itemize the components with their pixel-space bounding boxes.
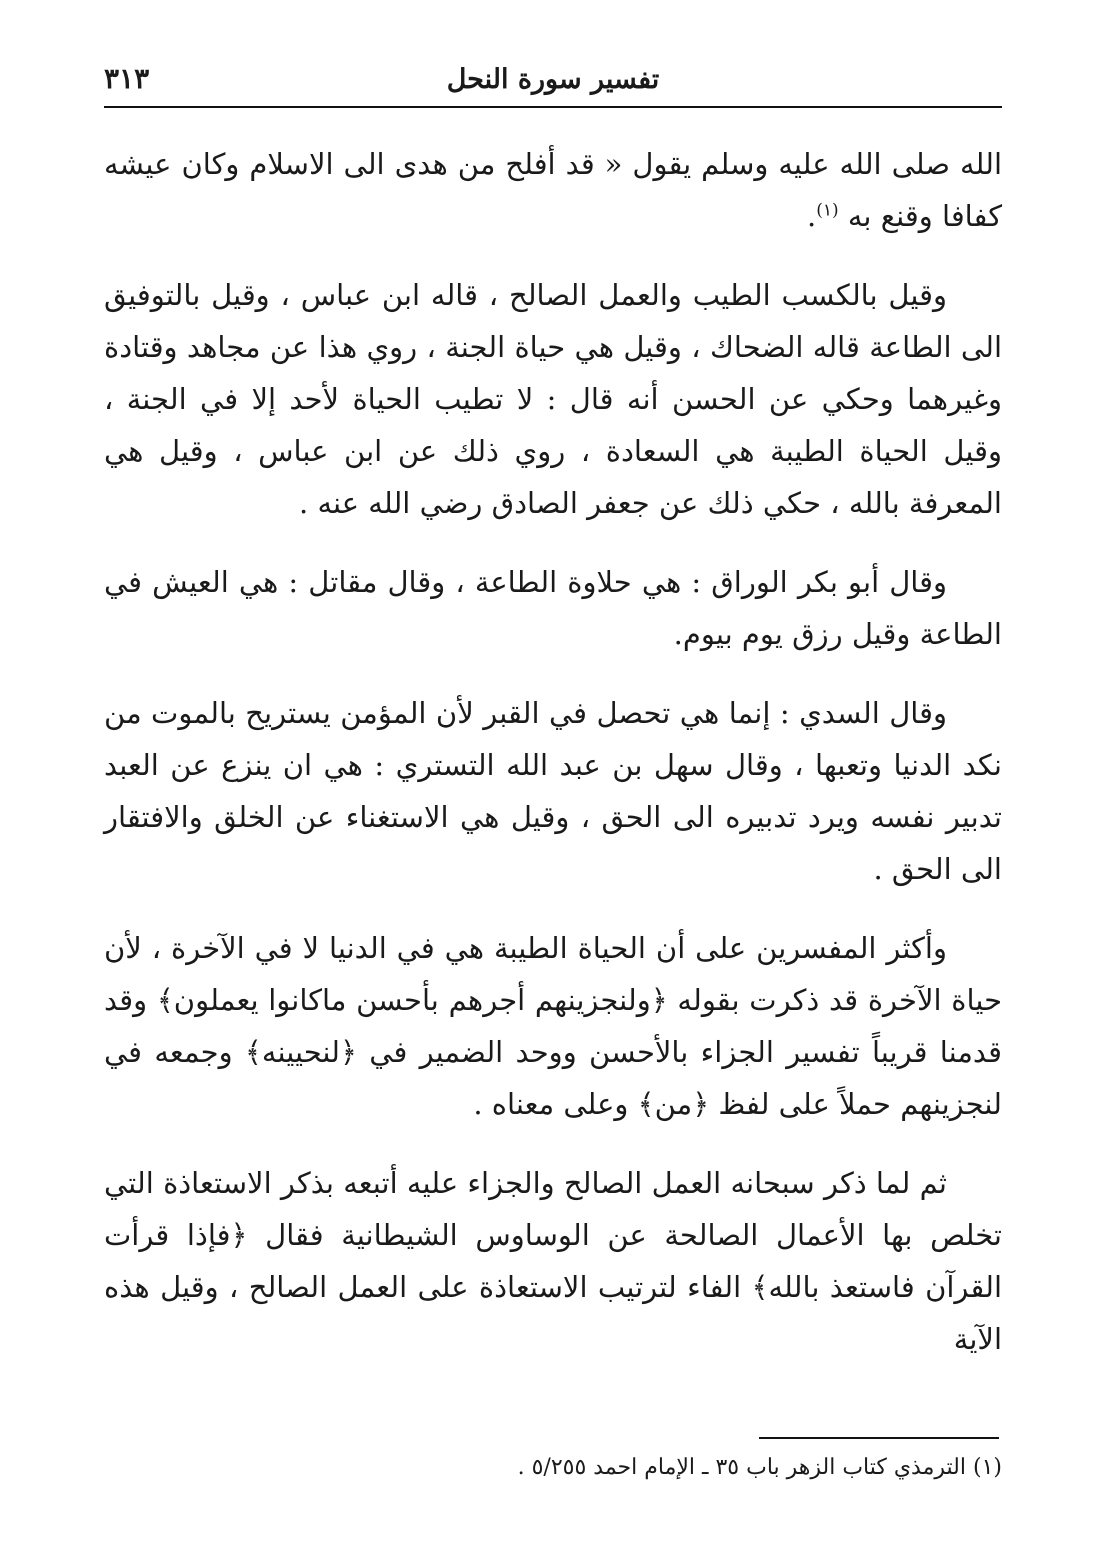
paragraph-6: ثم لما ذكر سبحانه العمل الصالح والجزاء عليه أتبعه بذكر الاستعاذة التي تخلص بها الأعمال الصالحة عن الوساوس الشيطانية فقال ﴿فإذا قرأت القرآن فاستعذ بالله﴾ الفاء لترتيب الاستعاذة على العمل الصالح ، وقيل هذه الآية: [104, 1166, 1002, 1356]
footnote-marker: (١): [816, 200, 839, 221]
main-text: [104, 138, 1002, 1392]
running-title: تفسير سورة النحل: [446, 64, 660, 95]
page-number: ٣١٣: [104, 62, 150, 95]
paragraph-1-end: .: [807, 199, 817, 233]
paragraph-3: وقال أبو بكر الوراق : هي حلاوة الطاعة ، وقال مقاتل : هي العيش في الطاعة وقيل رزق يوم بيوم.: [104, 565, 1002, 651]
footnote-rule: [759, 1437, 999, 1439]
footnote-number: (١): [972, 1455, 1002, 1480]
paragraph-4: وقال السدي : إنما هي تحصل في القبر لأن المؤمن يستريح بالموت من نكد الدنيا وتعبها ، وقال سهل بن عبد الله التستري : هي ان ينزع عن العبد تدبير نفسه ويرد تدبيره الى الحق ، وقيل هي الاستغناء عن الخلق والافتقار الى الحق .: [104, 696, 1002, 886]
paragraph-2: وقيل بالكسب الطيب والعمل الصالح ، قاله ابن عباس ، وقيل بالتوفيق الى الطاعة قاله الضحاك ، وقيل هي حياة الجنة ، روي هذا عن مجاهد وقتادة وغيرهما وحكي عن الحسن أنه قال : لا تطيب الحياة لأحد إلا في الجنة ، وقيل الحياة الطيبة هي السعادة ، روي ذلك عن ابن عباس ، وقيل هي المعرفة بالله ، حكي ذلك عن جعفر الصادق رضي الله عنه .: [104, 278, 1002, 520]
footnote: [104, 1448, 1002, 1488]
paragraph-5: وأكثر المفسرين على أن الحياة الطيبة هي في الدنيا لا في الآخرة ، لأن حياة الآخرة قد ذكرت بقوله ﴿ولنجزينهم أجرهم بأحسن ماكانوا يعملون﴾ وقد قدمنا قريباً تفسير الجزاء بالأحسن ووحد الضمير في ﴿لنحيينه﴾ وجمعه في لنجزينهم حملاً على لفظ ﴿من﴾ وعلى معناه .: [104, 931, 1002, 1121]
page-header: [104, 58, 1002, 102]
paragraph-1-text: الله صلى الله عليه وسلم يقول « قد أفلح من هدى الى الاسلام وكان عيشه كفافا وقنع به: [104, 147, 1002, 233]
header-rule: [104, 106, 1002, 108]
paragraph-1: [104, 138, 1002, 242]
footnote-text: الترمذي كتاب الزهر باب ٣٥ ـ الإمام احمد ٥/٢٥٥ .: [517, 1455, 966, 1480]
